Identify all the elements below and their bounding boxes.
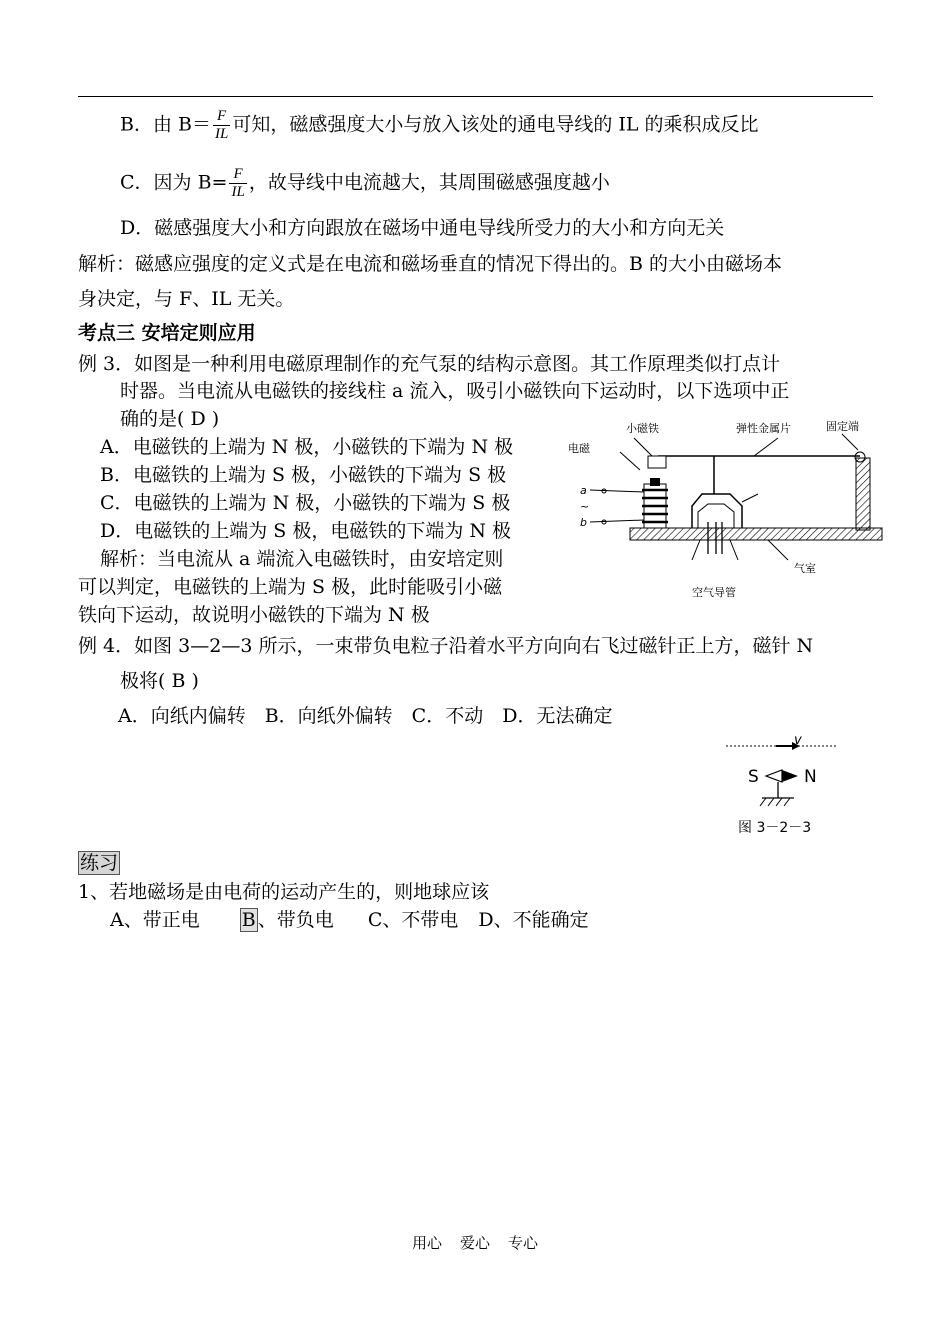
example3-option-c: C．电磁铁的上端为 N 极，小磁铁的下端为 S 极 [100, 492, 511, 514]
air-pump-diagram [568, 410, 888, 610]
leader-chamber [768, 540, 788, 560]
practice-q1: 1、若地磁场是由电荷的运动产生的，则地球应该 [78, 881, 490, 903]
wire-a [590, 490, 644, 492]
fraction-numerator: F [213, 108, 230, 126]
option-c-text: ，故导线中电流越大，其周围磁感强度越小 [248, 171, 610, 194]
small-magnet [648, 456, 666, 468]
label-air-tube: 空气导管 [692, 586, 736, 599]
label-small-magnet: 小磁铁 [626, 422, 659, 435]
option-b-text: 可知，磁感强度大小与放入该处的通电导线的 IL 的乘积成反比 [232, 113, 759, 136]
velocity-label: v [794, 733, 802, 748]
example4-options: A．向纸内偏转 B．向纸外偏转 C．不动 D．无法确定 [118, 705, 613, 727]
fraction-numerator: F [229, 166, 246, 184]
example3-line-1: 例 3．如图是一种利用电磁原理制作的充气泵的结构示意图。其工作原理类似打点计 [78, 353, 781, 375]
option-c [120, 166, 610, 201]
example4-line-1: 例 4．如图 3—2—3 所示，一束带负电粒子沿着水平方向向右飞过磁针正上方，磁针 N [78, 635, 814, 657]
practice-option-b: 、带负电 [257, 909, 334, 931]
page-footer [0, 1232, 950, 1253]
example3-option-d: D．电磁铁的上端为 S 极，电磁铁的下端为 N 极 [100, 520, 512, 542]
header-rule [78, 96, 873, 97]
leader-fixed-end [842, 434, 858, 450]
example3-analysis-2: 可以判定，电磁铁的上端为 S 极，此时能吸引小磁 [78, 576, 503, 598]
example3-option-a: A．电磁铁的上端为 N 极，小磁铁的下端为 N 极 [100, 436, 514, 458]
label-tilde: ~ [580, 500, 590, 513]
ground-hatch [760, 798, 790, 806]
wire-b [590, 520, 644, 522]
label-fixed-end: 固定端 [826, 420, 859, 433]
label-terminal-a: a [580, 484, 587, 497]
label-chamber: 气室 [794, 562, 816, 575]
analysis-line-1: 解析：磁感应强度的定义式是在电流和磁场垂直的情况下得出的。B 的大小由磁场本 [78, 253, 783, 275]
example3-option-b: B．电磁铁的上端为 S 极，小磁铁的下端为 S 极 [100, 464, 507, 486]
section-title: 考点三 安培定则应用 [78, 322, 256, 344]
option-c-prefix: C．因为 B= [120, 171, 228, 194]
needle-s-half [766, 770, 782, 782]
n-pole-label: N [804, 767, 817, 787]
practice-option-a: A、带正电 [110, 909, 200, 931]
leader-electromagnet [620, 452, 640, 470]
needle-n-half [782, 770, 798, 782]
option-b-prefix: B．由 B＝ [120, 113, 211, 136]
practice-heading [78, 850, 120, 876]
footer-word-3: 专心 [508, 1234, 539, 1252]
option-b [120, 108, 759, 143]
s-pole-label: S [748, 767, 759, 787]
practice-option-c: C、不带电 [367, 909, 459, 931]
fraction-f-over-il [213, 108, 230, 143]
label-terminal-b: b [580, 516, 587, 529]
analysis-line-2: 身决定，与 F、IL 无关。 [78, 288, 295, 310]
example3-line-2: 时器。当电流从电磁铁的接线柱 a 流入，吸引小磁铁向下运动时，以下选项中正 [120, 380, 790, 402]
base-plate [630, 528, 882, 540]
practice-q1-options [110, 907, 589, 933]
figure-caption: 图 3－2－3 [738, 820, 812, 836]
fraction-f-over-il [229, 166, 246, 201]
leader-small-magnet [634, 438, 654, 458]
example3-line-3: 确的是( D ) [120, 408, 220, 430]
practice-heading-text: 练习 [80, 852, 119, 874]
compass-figure [722, 732, 852, 842]
practice-option-b-letter: B [241, 909, 256, 931]
label-spring-plate: 弹性金属片 [736, 422, 791, 435]
electromagnet-top [650, 478, 660, 486]
air-tube-lines [730, 540, 738, 560]
side-wall [856, 458, 870, 530]
fraction-denominator: IL [231, 184, 245, 200]
example4-line-2: 极将( B ) [120, 670, 199, 692]
air-tube-lines [692, 540, 700, 560]
footer-word-2: 爱心 [459, 1234, 490, 1252]
fraction-denominator: IL [214, 126, 229, 142]
chamber-lever [742, 494, 758, 502]
option-d: D．磁感强度大小和方向跟放在磁场中通电导线所受力的大小和方向无关 [120, 217, 725, 239]
footer-word-1: 用心 [411, 1234, 442, 1252]
practice-option-d: D、不能确定 [478, 909, 589, 931]
leader-spring-plate [754, 438, 778, 456]
example3-analysis-3: 铁向下运动，故说明小磁铁的下端为 N 极 [78, 604, 430, 626]
example3-analysis-1: 解析：当电流从 a 端流入电磁铁时，由安培定则 [100, 548, 504, 570]
label-electromagnet: 电磁 [568, 442, 590, 455]
